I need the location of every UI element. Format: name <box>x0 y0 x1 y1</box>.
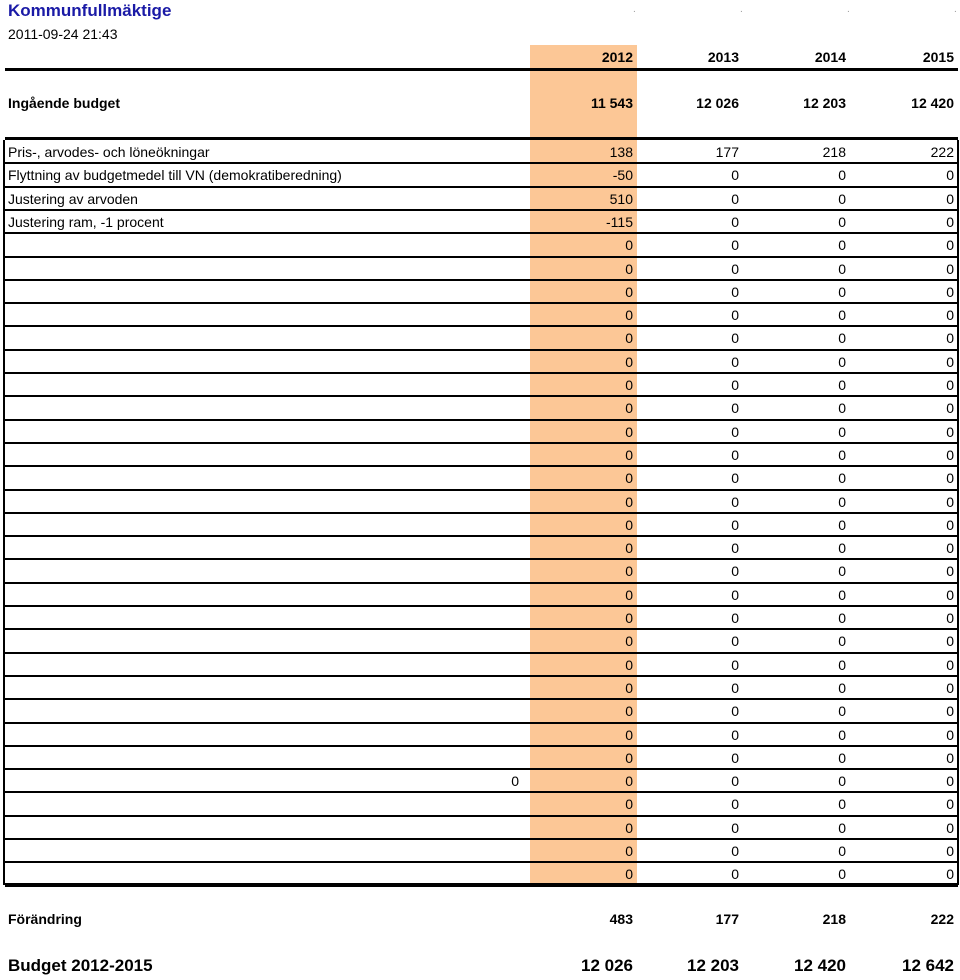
row-value-2013: 0 <box>731 167 739 184</box>
row-value-2015: 0 <box>946 307 954 324</box>
table-row <box>0 584 960 607</box>
row-value-2015: 0 <box>946 866 954 883</box>
row-value-2012: 0 <box>625 330 633 347</box>
row-value-2014: 0 <box>838 167 846 184</box>
row-value-2013: 0 <box>731 586 739 603</box>
row-value-2015: 0 <box>946 796 954 813</box>
row-value-2013: 0 <box>731 656 739 673</box>
row-value-2013: 0 <box>731 470 739 487</box>
row-value-2013: 0 <box>731 400 739 417</box>
row-value-2014: 0 <box>838 307 846 324</box>
year-2013: 2013 <box>707 49 739 65</box>
row-value-2012: 0 <box>625 470 633 487</box>
table-row <box>0 444 960 467</box>
row-value-2014: 0 <box>838 446 846 463</box>
row-value-2015: 0 <box>946 726 954 743</box>
row-value-2013: 177 <box>715 144 739 160</box>
row-extra-value: 0 <box>511 773 519 790</box>
row-value-2013: 0 <box>731 703 739 720</box>
total-value-2013: 12 203 <box>687 956 739 975</box>
row-value-2012: 138 <box>609 144 633 160</box>
row-value-2013: 0 <box>731 540 739 557</box>
divider-dot: . <box>633 4 636 15</box>
row-value-2014: 0 <box>838 190 846 207</box>
total-value-2012: 12 026 <box>581 956 633 975</box>
total-budget-label: Budget 2012-2015 <box>8 956 153 975</box>
row-value-2014: 0 <box>838 493 846 510</box>
row-value-2013: 0 <box>731 866 739 883</box>
row-value-2012: 0 <box>625 540 633 557</box>
row-value-2013: 0 <box>731 213 739 230</box>
table-row <box>0 467 960 490</box>
total-value-2014: 12 420 <box>794 956 846 975</box>
row-value-2013: 0 <box>731 796 739 813</box>
row-value-2014: 0 <box>838 866 846 883</box>
row-value-2012: 0 <box>625 446 633 463</box>
row-value-2015: 0 <box>946 190 954 207</box>
row-value-2013: 0 <box>731 423 739 440</box>
row-value-2014: 0 <box>838 726 846 743</box>
table-row <box>0 258 960 281</box>
row-value-2012: 0 <box>625 726 633 743</box>
row-value-2012: 0 <box>625 656 633 673</box>
row-label: Justering av arvoden <box>8 190 138 207</box>
opening-budget-row <box>0 92 960 115</box>
table-row <box>0 397 960 420</box>
row-value-2012: 0 <box>625 423 633 440</box>
change-value-2013: 177 <box>715 911 739 927</box>
row-value-2015: 0 <box>946 679 954 696</box>
row-value-2015: 0 <box>946 283 954 300</box>
row-value-2012: 0 <box>625 749 633 766</box>
change-value-2012: 483 <box>609 911 633 927</box>
table-row <box>0 491 960 514</box>
row-value-2014: 0 <box>838 260 846 277</box>
row-value-2013: 0 <box>731 749 739 766</box>
row-value-2012: 0 <box>625 866 633 883</box>
row-value-2015: 0 <box>946 400 954 417</box>
row-value-2013: 0 <box>731 633 739 650</box>
row-value-2014: 0 <box>838 283 846 300</box>
page-title: Kommunfullmäktige <box>8 1 172 20</box>
table-top-border <box>5 137 958 140</box>
row-value-2012: 0 <box>625 703 633 720</box>
table-row <box>0 700 960 723</box>
row-value-2013: 0 <box>731 377 739 393</box>
year-2014: 2014 <box>814 49 846 65</box>
row-value-2013: 0 <box>731 307 739 324</box>
row-value-2015: 0 <box>946 353 954 370</box>
row-value-2012: 0 <box>625 610 633 626</box>
change-label: Förändring <box>8 911 82 927</box>
row-value-2012: 0 <box>625 586 633 603</box>
row-value-2013: 0 <box>731 610 739 626</box>
year-2012: 2012 <box>601 49 633 65</box>
row-value-2015: 0 <box>946 446 954 463</box>
row-value-2015: 0 <box>946 656 954 673</box>
change-value-2014: 218 <box>822 911 846 927</box>
row-value-2014: 0 <box>838 796 846 813</box>
row-value-2012: 0 <box>625 819 633 836</box>
row-value-2015: 0 <box>946 516 954 533</box>
row-value-2014: 0 <box>838 773 846 790</box>
row-value-2012: 0 <box>625 773 633 790</box>
divider-dot: . <box>847 4 850 15</box>
row-value-2013: 0 <box>731 283 739 300</box>
timestamp: 2011-09-24 21:43 <box>8 26 118 42</box>
row-value-2014: 0 <box>838 679 846 696</box>
table-row <box>0 607 960 630</box>
table-row <box>0 211 960 234</box>
table-row <box>0 141 960 164</box>
row-value-2012: -50 <box>612 167 633 184</box>
table-row <box>0 840 960 863</box>
table-row <box>0 817 960 840</box>
opening-value-2013: 12 026 <box>696 95 739 111</box>
table-row <box>0 188 960 211</box>
header-divider <box>5 68 958 71</box>
table-row <box>0 560 960 583</box>
table-row <box>0 724 960 747</box>
row-divider <box>5 885 958 887</box>
row-value-2012: 0 <box>625 307 633 324</box>
table-row <box>0 630 960 653</box>
row-value-2012: 0 <box>625 353 633 370</box>
row-value-2013: 0 <box>731 679 739 696</box>
row-value-2012: 0 <box>625 516 633 533</box>
row-value-2012: 0 <box>625 237 633 254</box>
row-value-2012: 0 <box>625 377 633 393</box>
row-value-2015: 0 <box>946 633 954 650</box>
row-value-2012: 0 <box>625 493 633 510</box>
row-value-2014: 0 <box>838 377 846 393</box>
row-value-2014: 0 <box>838 470 846 487</box>
opening-value-2012: 11 543 <box>590 95 633 111</box>
row-value-2013: 0 <box>731 237 739 254</box>
change-row <box>0 908 960 931</box>
row-value-2014: 0 <box>838 353 846 370</box>
table-row <box>0 351 960 374</box>
row-value-2015: 0 <box>946 540 954 557</box>
row-value-2014: 0 <box>838 843 846 859</box>
row-value-2012: 0 <box>625 679 633 696</box>
row-value-2013: 0 <box>731 493 739 510</box>
row-value-2012: 0 <box>625 400 633 417</box>
row-value-2013: 0 <box>731 516 739 533</box>
table-row <box>0 327 960 350</box>
row-value-2013: 0 <box>731 843 739 859</box>
row-value-2014: 0 <box>838 633 846 650</box>
table-row <box>0 654 960 677</box>
row-value-2015: 0 <box>946 493 954 510</box>
row-value-2013: 0 <box>731 353 739 370</box>
year-2015: 2015 <box>922 49 954 65</box>
row-label: Pris-, arvodes- och löneökningar <box>8 144 210 160</box>
total-value-2015: 12 642 <box>902 956 954 975</box>
row-value-2012: 0 <box>625 563 633 580</box>
opening-value-2014: 12 203 <box>803 95 846 111</box>
year-header-row <box>0 46 960 69</box>
divider-dot: . <box>740 4 743 15</box>
opening-budget-label: Ingående budget <box>8 95 120 111</box>
table-row <box>0 234 960 257</box>
row-value-2015: 0 <box>946 330 954 347</box>
row-value-2015: 0 <box>946 749 954 766</box>
row-value-2013: 0 <box>731 563 739 580</box>
row-value-2013: 0 <box>731 726 739 743</box>
row-value-2015: 0 <box>946 260 954 277</box>
row-value-2013: 0 <box>731 446 739 463</box>
table-row <box>0 747 960 770</box>
row-value-2014: 0 <box>838 703 846 720</box>
table-row <box>0 421 960 444</box>
row-value-2014: 0 <box>838 819 846 836</box>
table-row <box>0 514 960 537</box>
row-value-2013: 0 <box>731 330 739 347</box>
row-value-2015: 0 <box>946 377 954 393</box>
row-value-2012: 0 <box>625 283 633 300</box>
table-row <box>0 537 960 560</box>
row-value-2015: 0 <box>946 819 954 836</box>
table-row <box>0 770 960 793</box>
row-label: Justering ram, -1 procent <box>8 213 164 230</box>
row-value-2015: 0 <box>946 563 954 580</box>
row-value-2014: 218 <box>822 144 846 160</box>
row-label: Flyttning av budgetmedel till VN (demokratiberedning) <box>8 167 342 184</box>
row-value-2014: 0 <box>838 400 846 417</box>
change-value-2015: 222 <box>930 911 954 927</box>
row-value-2014: 0 <box>838 330 846 347</box>
divider-dot: . <box>954 4 957 15</box>
table-row <box>0 677 960 700</box>
table-row <box>0 281 960 304</box>
row-value-2014: 0 <box>838 749 846 766</box>
row-value-2015: 0 <box>946 843 954 859</box>
row-value-2014: 0 <box>838 610 846 626</box>
row-value-2013: 0 <box>731 190 739 207</box>
row-value-2014: 0 <box>838 237 846 254</box>
row-value-2014: 0 <box>838 586 846 603</box>
table-row <box>0 863 960 886</box>
row-value-2012: 510 <box>609 190 633 207</box>
row-value-2015: 0 <box>946 213 954 230</box>
row-value-2013: 0 <box>731 819 739 836</box>
row-value-2012: 0 <box>625 796 633 813</box>
row-value-2015: 0 <box>946 610 954 626</box>
row-value-2015: 222 <box>930 144 954 160</box>
row-value-2013: 0 <box>731 260 739 277</box>
row-value-2013: 0 <box>731 773 739 790</box>
row-value-2014: 0 <box>838 540 846 557</box>
total-budget-row <box>0 954 960 977</box>
row-value-2015: 0 <box>946 423 954 440</box>
row-value-2012: 0 <box>625 633 633 650</box>
row-value-2014: 0 <box>838 563 846 580</box>
row-value-2015: 0 <box>946 586 954 603</box>
row-value-2015: 0 <box>946 703 954 720</box>
row-value-2015: 0 <box>946 237 954 254</box>
row-value-2012: 0 <box>625 260 633 277</box>
row-value-2014: 0 <box>838 656 846 673</box>
table-row <box>0 793 960 816</box>
row-value-2015: 0 <box>946 470 954 487</box>
row-value-2014: 0 <box>838 516 846 533</box>
row-value-2015: 0 <box>946 773 954 790</box>
row-value-2012: 0 <box>625 843 633 859</box>
row-value-2015: 0 <box>946 167 954 184</box>
row-value-2014: 0 <box>838 423 846 440</box>
table-row <box>0 304 960 327</box>
row-value-2012: -115 <box>606 213 633 230</box>
row-value-2014: 0 <box>838 213 846 230</box>
table-row <box>0 164 960 187</box>
table-row <box>0 374 960 397</box>
opening-value-2015: 12 420 <box>911 95 954 111</box>
